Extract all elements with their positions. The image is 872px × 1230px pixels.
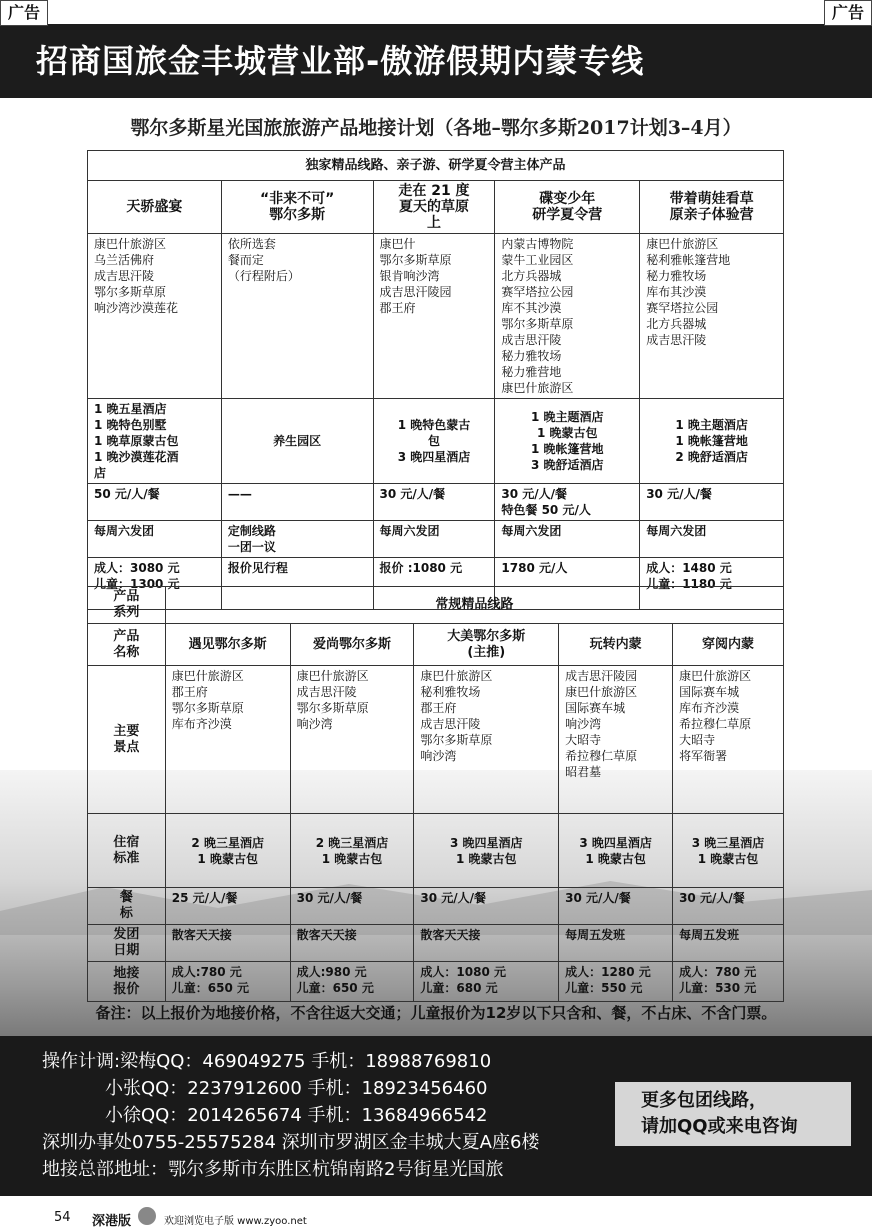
cell-line: 库布其沙漠: [646, 285, 707, 299]
callout-line: 请加QQ或来电咨询: [641, 1116, 798, 1137]
spots-cell: [673, 666, 784, 814]
cell-line: 康巴什旅游区: [646, 237, 719, 251]
cell-line: 日期: [113, 943, 140, 958]
product-name-cell: [414, 624, 559, 666]
cell-line: 1 晚蒙古包: [456, 851, 517, 866]
cell-line: 北方兵器城: [501, 269, 562, 283]
row-label-hotel: [88, 814, 166, 888]
cell-line: 1 晚特色别墅: [94, 418, 167, 432]
cell-line: 秘力雅牧场: [501, 349, 562, 363]
cell-line: 鄂尔多斯草原: [379, 253, 452, 267]
departure-cell: [373, 521, 495, 558]
cell-line: 银肯响沙湾: [379, 269, 440, 283]
product-name-cell: [290, 624, 414, 666]
cell-line: 康巴什旅游区: [171, 669, 244, 683]
spots-cell: [495, 234, 640, 399]
regular-products-table: [87, 586, 784, 1002]
cell-line: 散客天天接: [420, 928, 481, 942]
cell-line: 成人:780 元: [171, 965, 242, 979]
cell-line: 康巴什旅游区: [501, 381, 574, 395]
contact-line: 操作计调:梁梅QQ：469049275 手机：18988769810: [42, 1051, 492, 1072]
departure-cell: [673, 925, 784, 962]
contact-list: [42, 1048, 539, 1183]
cell-line: “非来不可”: [259, 191, 335, 207]
hotel-cell: [673, 814, 784, 888]
spots-cell: [373, 234, 495, 399]
cell-line: 郡王府: [379, 301, 416, 315]
departure-cell: [414, 925, 559, 962]
cell-line: 1 晚主题酒店: [675, 418, 748, 432]
cell-line: 依所选套: [227, 237, 276, 251]
cell-line: 餐: [119, 890, 133, 905]
cell-line: 住宿: [113, 834, 140, 850]
cell-line: 带着萌娃看草: [669, 191, 754, 207]
cell-line: 1 晚蒙古包: [197, 851, 258, 866]
cell-line: 1 晚特色蒙古: [397, 418, 471, 432]
price-cell: [414, 962, 559, 1002]
departure-cell: [559, 925, 673, 962]
cell-line: 鄂尔多斯草原: [501, 317, 574, 331]
cell-line: 店: [94, 466, 107, 480]
cell-line: 赛罕塔拉公园: [646, 301, 719, 315]
row-label-name: [88, 624, 166, 666]
departure-cell: [640, 521, 784, 558]
regular-section-header: 常规精品线路: [165, 587, 783, 624]
product-name-cell: [88, 181, 222, 234]
spots-cell: [165, 666, 290, 814]
cell-line: 鄂尔多斯: [269, 207, 326, 223]
cell-line: 国际赛车城: [679, 685, 740, 699]
departure-cell: [221, 521, 373, 558]
spots-cell: [221, 234, 373, 399]
cell-line: 康巴什旅游区: [679, 669, 752, 683]
cell-line: 秘力雅牧场: [646, 269, 707, 283]
cell-line: 名称: [113, 644, 140, 660]
cell-line: 3 晚四星酒店: [450, 835, 523, 850]
cell-line: 每周六发团: [379, 524, 440, 538]
contact-line: 地接总部地址：鄂尔多斯市东胜区杭锦南路2号街星光国旅: [42, 1159, 504, 1180]
meal-cell: [640, 484, 784, 521]
meal-cell: [165, 888, 290, 925]
cell-line: 2 晚三星酒店: [191, 835, 264, 850]
row-label-price: [88, 962, 166, 1002]
cell-line: 郡王府: [420, 701, 457, 715]
cell-line: 康巴什旅游区: [94, 237, 167, 251]
departure-cell: [88, 521, 222, 558]
cell-line: 1 晚蒙古包: [321, 851, 383, 866]
cell-line: 每周五发班: [565, 928, 626, 942]
cell-line: 希拉穆仁草原: [679, 717, 752, 731]
cell-line: （行程附后）: [227, 269, 300, 283]
page-title: 招商国旅金丰城营业部-傲游假期内蒙专线: [0, 24, 872, 98]
cell-line: 大美鄂尔多斯: [447, 628, 526, 644]
cell-line: 餐而定: [227, 253, 264, 267]
cell-line: 1 晚五星酒店: [94, 402, 167, 416]
cell-line: 康巴什: [379, 237, 416, 251]
cell-line: 1 晚帐篷营地: [675, 434, 748, 448]
departure-cell: [290, 925, 414, 962]
row-label-meal: [88, 888, 166, 925]
cell-line: 玩转内蒙: [589, 636, 642, 652]
cell-line: 走在 21 度: [398, 183, 470, 199]
cell-line: 赛罕塔拉公园: [501, 285, 574, 299]
cell-line: 鄂尔多斯草原: [171, 701, 244, 715]
price-cell: [165, 962, 290, 1002]
cell-line: 成吉思汗陵: [646, 333, 707, 347]
product-name-cell: [165, 624, 290, 666]
featured-section-header: 独家精品线路、亲子游、研学夏令营主体产品: [88, 151, 784, 181]
cell-line: 库布齐沙漠: [171, 717, 232, 731]
cell-line: 蒙牛工业园区: [501, 253, 574, 267]
cell-line: 3 晚三星酒店: [691, 835, 765, 850]
cell-line: 将军衙署: [679, 749, 728, 763]
cell-line: 30 元/人/餐: [420, 891, 487, 905]
contact-line: 小徐QQ：2014265674 手机：13684966542: [42, 1105, 488, 1126]
cell-line: 研学夏令营: [532, 207, 603, 223]
cell-line: 响沙湾: [420, 749, 457, 763]
meal-cell: [495, 484, 640, 521]
hotel-cell: [221, 399, 373, 484]
cell-line: 儿童：650 元: [296, 981, 374, 995]
cell-line: 1 晚蒙古包: [697, 851, 759, 866]
cell-line: 主要: [113, 723, 140, 739]
cell-line: 30 元/人/餐: [501, 487, 568, 501]
cell-line: 成吉思汗陵: [501, 333, 562, 347]
departure-cell: [165, 925, 290, 962]
cell-line: 鄂尔多斯草原: [94, 285, 167, 299]
cell-line: 成人:980 元: [296, 965, 367, 979]
cell-line: 2 晚三星酒店: [315, 835, 389, 850]
spots-cell: [640, 234, 784, 399]
cell-line: 儿童：680 元: [420, 981, 498, 995]
website-link[interactable]: 欢迎浏览电子版 www.zyoo.net: [164, 1216, 307, 1227]
page-bottom-bar: [0, 1206, 872, 1230]
cell-line: 报价见行程: [227, 561, 288, 575]
cell-line: 标: [119, 906, 133, 921]
cell-line: 秘利雅牧场: [420, 685, 481, 699]
hotel-cell: [640, 399, 784, 484]
product-name-cell: [495, 181, 640, 234]
plan-subtitle: 鄂尔多斯星光国旅旅游产品地接计划（各地–鄂尔多斯2017计划3–4月）: [130, 117, 742, 139]
cell-line: 成吉思汗陵: [420, 717, 481, 731]
cell-line: 标准: [113, 850, 140, 866]
cell-line: 报价 :1080 元: [379, 561, 463, 575]
cell-line: 库不其沙漠: [501, 301, 562, 315]
hotel-cell: [495, 399, 640, 484]
cell-line: 散客天天接: [296, 928, 357, 942]
cell-line: 康巴什旅游区: [296, 669, 369, 683]
cell-line: 1780 元/人: [501, 561, 568, 575]
cell-line: 康巴什旅游区: [420, 669, 493, 683]
cell-line: 响沙湾沙漠莲花: [94, 301, 179, 315]
product-name-cell: [373, 181, 495, 234]
cell-line: 响沙湾: [296, 717, 333, 731]
callout-line: 更多包团线路，: [641, 1090, 767, 1111]
cell-line: 30 元/人/餐: [379, 487, 446, 501]
cell-line: 秘力雅营地: [501, 365, 562, 379]
spots-cell: [414, 666, 559, 814]
cell-line: 成人：780 元: [679, 965, 757, 979]
cell-line: 一团一议: [227, 540, 276, 554]
cell-line: ——: [227, 487, 252, 501]
meal-cell: [414, 888, 559, 925]
hotel-cell: [290, 814, 414, 888]
cell-line: 库布齐沙漠: [679, 701, 740, 715]
cell-line: 散客天天接: [171, 928, 232, 942]
page-number: 54: [54, 1210, 71, 1225]
meal-cell: [221, 484, 373, 521]
cell-line: 昭君墓: [565, 765, 602, 779]
cell-line: 包: [427, 434, 440, 448]
cell-line: 每周六发团: [94, 524, 155, 538]
cell-line: 3 晚四星酒店: [579, 835, 652, 850]
ad-label-left: 广告: [0, 0, 48, 26]
cell-line: 上: [426, 215, 441, 231]
price-cell: [559, 962, 673, 1002]
spots-cell: [88, 234, 222, 399]
cell-line: 天骄盛宴: [126, 199, 183, 215]
meal-cell: [673, 888, 784, 925]
cell-line: 1 晚草原蒙古包: [94, 434, 179, 448]
hotel-cell: [559, 814, 673, 888]
cell-line: 报价: [113, 981, 140, 997]
product-name-cell: [640, 181, 784, 234]
cell-line: 发团: [113, 927, 140, 942]
meal-cell: [290, 888, 414, 925]
price-remark: 备注：以上报价为地接价格，不含往返大交通；儿童报价为12岁以下只含和、餐，不占床、不含门票。: [95, 1004, 777, 1022]
cell-line: 定制线路: [227, 524, 276, 538]
cell-line: 3 晚四星酒店: [397, 450, 471, 464]
ad-label-right: 广告: [824, 0, 872, 26]
cell-line: 3 晚舒适酒店: [531, 458, 604, 472]
contact-footer: [0, 1036, 872, 1196]
product-name-cell: [221, 181, 373, 234]
edition-logo-icon: [138, 1207, 156, 1225]
featured-products-table: [87, 150, 784, 610]
cell-line: 25 元/人/餐: [171, 891, 238, 905]
edition-label: 深港版: [92, 1214, 132, 1229]
cell-line: 儿童：550 元: [565, 981, 643, 995]
cell-line: 30 元/人/餐: [565, 891, 631, 905]
price-cell: [290, 962, 414, 1002]
cell-line: 儿童：1180 元: [646, 577, 732, 591]
cell-line: 1 晚帐篷营地: [531, 442, 604, 456]
cell-line: 景点: [113, 739, 140, 755]
cell-line: 1 晚蒙古包: [537, 426, 598, 440]
spots-cell: [290, 666, 414, 814]
cell-line: 大昭寺: [679, 733, 716, 747]
hotel-cell: [373, 399, 495, 484]
cell-line: 成吉思汗陵: [94, 269, 155, 283]
cell-line: 北方兵器城: [646, 317, 707, 331]
cell-line: 1 晚蒙古包: [585, 851, 646, 866]
hotel-cell: [88, 399, 222, 484]
cell-line: 成人：1080 元: [420, 965, 506, 979]
departure-cell: [495, 521, 640, 558]
cell-line: 响沙湾: [565, 717, 602, 731]
cell-line: 鄂尔多斯草原: [296, 701, 369, 715]
cell-line: 儿童：530 元: [679, 981, 757, 995]
cell-line: (主推): [467, 644, 506, 660]
consult-callout: [615, 1082, 851, 1146]
cell-line: 成人：1280 元: [565, 965, 651, 979]
cell-line: 2 晚舒适酒店: [675, 450, 748, 464]
cell-line: 遇见鄂尔多斯: [188, 636, 267, 652]
cell-line: 30 元/人/餐: [646, 487, 712, 501]
cell-line: 郡王府: [171, 685, 208, 699]
meal-cell: [559, 888, 673, 925]
cell-line: 穿阅内蒙: [702, 636, 755, 652]
cell-line: 特色餐 50 元/人: [501, 503, 591, 517]
cell-line: 每周六发团: [646, 524, 707, 538]
cell-line: 希拉穆仁草原: [565, 749, 638, 763]
cell-line: 成人：1480 元: [646, 561, 732, 575]
meal-cell: [88, 484, 222, 521]
cell-line: 碟变少年: [539, 191, 596, 207]
cell-line: 儿童：650 元: [171, 981, 250, 995]
cell-line: 地接: [113, 965, 140, 981]
cell-line: 大昭寺: [565, 733, 602, 747]
cell-line: 国际赛车城: [565, 701, 626, 715]
contact-line: 小张QQ：2237912600 手机：18923456460: [42, 1078, 488, 1099]
cell-line: 每周六发团: [501, 524, 562, 538]
product-name-cell: [673, 624, 784, 666]
cell-line: 夏天的草原: [398, 199, 469, 215]
row-label-departure: [88, 925, 166, 962]
cell-line: 产品: [113, 628, 140, 644]
cell-line: 50 元/人/餐: [94, 487, 160, 501]
spots-cell: [559, 666, 673, 814]
cell-line: 秘利雅帐篷营地: [646, 253, 731, 267]
cell-line: 成吉思汗陵: [296, 685, 357, 699]
cell-line: 康巴什旅游区: [565, 685, 638, 699]
cell-line: 爱尚鄂尔多斯: [312, 636, 391, 652]
contact-line: 深圳办事处0755-25575284 深圳市罗湖区金丰城大夏A座6楼: [42, 1132, 540, 1153]
cell-line: 30 元/人/餐: [296, 891, 363, 905]
series-label-cell: 产品 系列: [88, 587, 166, 624]
hotel-cell: [414, 814, 559, 888]
meal-cell: [373, 484, 495, 521]
cell-line: 成吉思汗陵园: [565, 669, 638, 683]
hotel-cell: [165, 814, 290, 888]
cell-line: 1 晚主题酒店: [531, 410, 604, 424]
cell-line: 1 晚沙漠莲花酒: [94, 450, 179, 464]
cell-line: 鄂尔多斯草原: [420, 733, 493, 747]
row-label-spots: [88, 666, 166, 814]
cell-line: 成人：3080 元: [94, 561, 180, 575]
cell-line: 每周五发班: [679, 928, 740, 942]
cell-line: 成吉思汗陵园: [379, 285, 452, 299]
cell-line: 养生园区: [273, 434, 322, 448]
cell-line: 乌兰活佛府: [94, 253, 155, 267]
product-name-cell: [559, 624, 673, 666]
cell-line: 内蒙古博物院: [501, 237, 574, 251]
cell-line: 儿童：1300 元: [94, 577, 180, 591]
price-cell: [673, 962, 784, 1002]
cell-line: 30 元/人/餐: [679, 891, 745, 905]
cell-line: 原亲子体验营: [669, 207, 754, 223]
